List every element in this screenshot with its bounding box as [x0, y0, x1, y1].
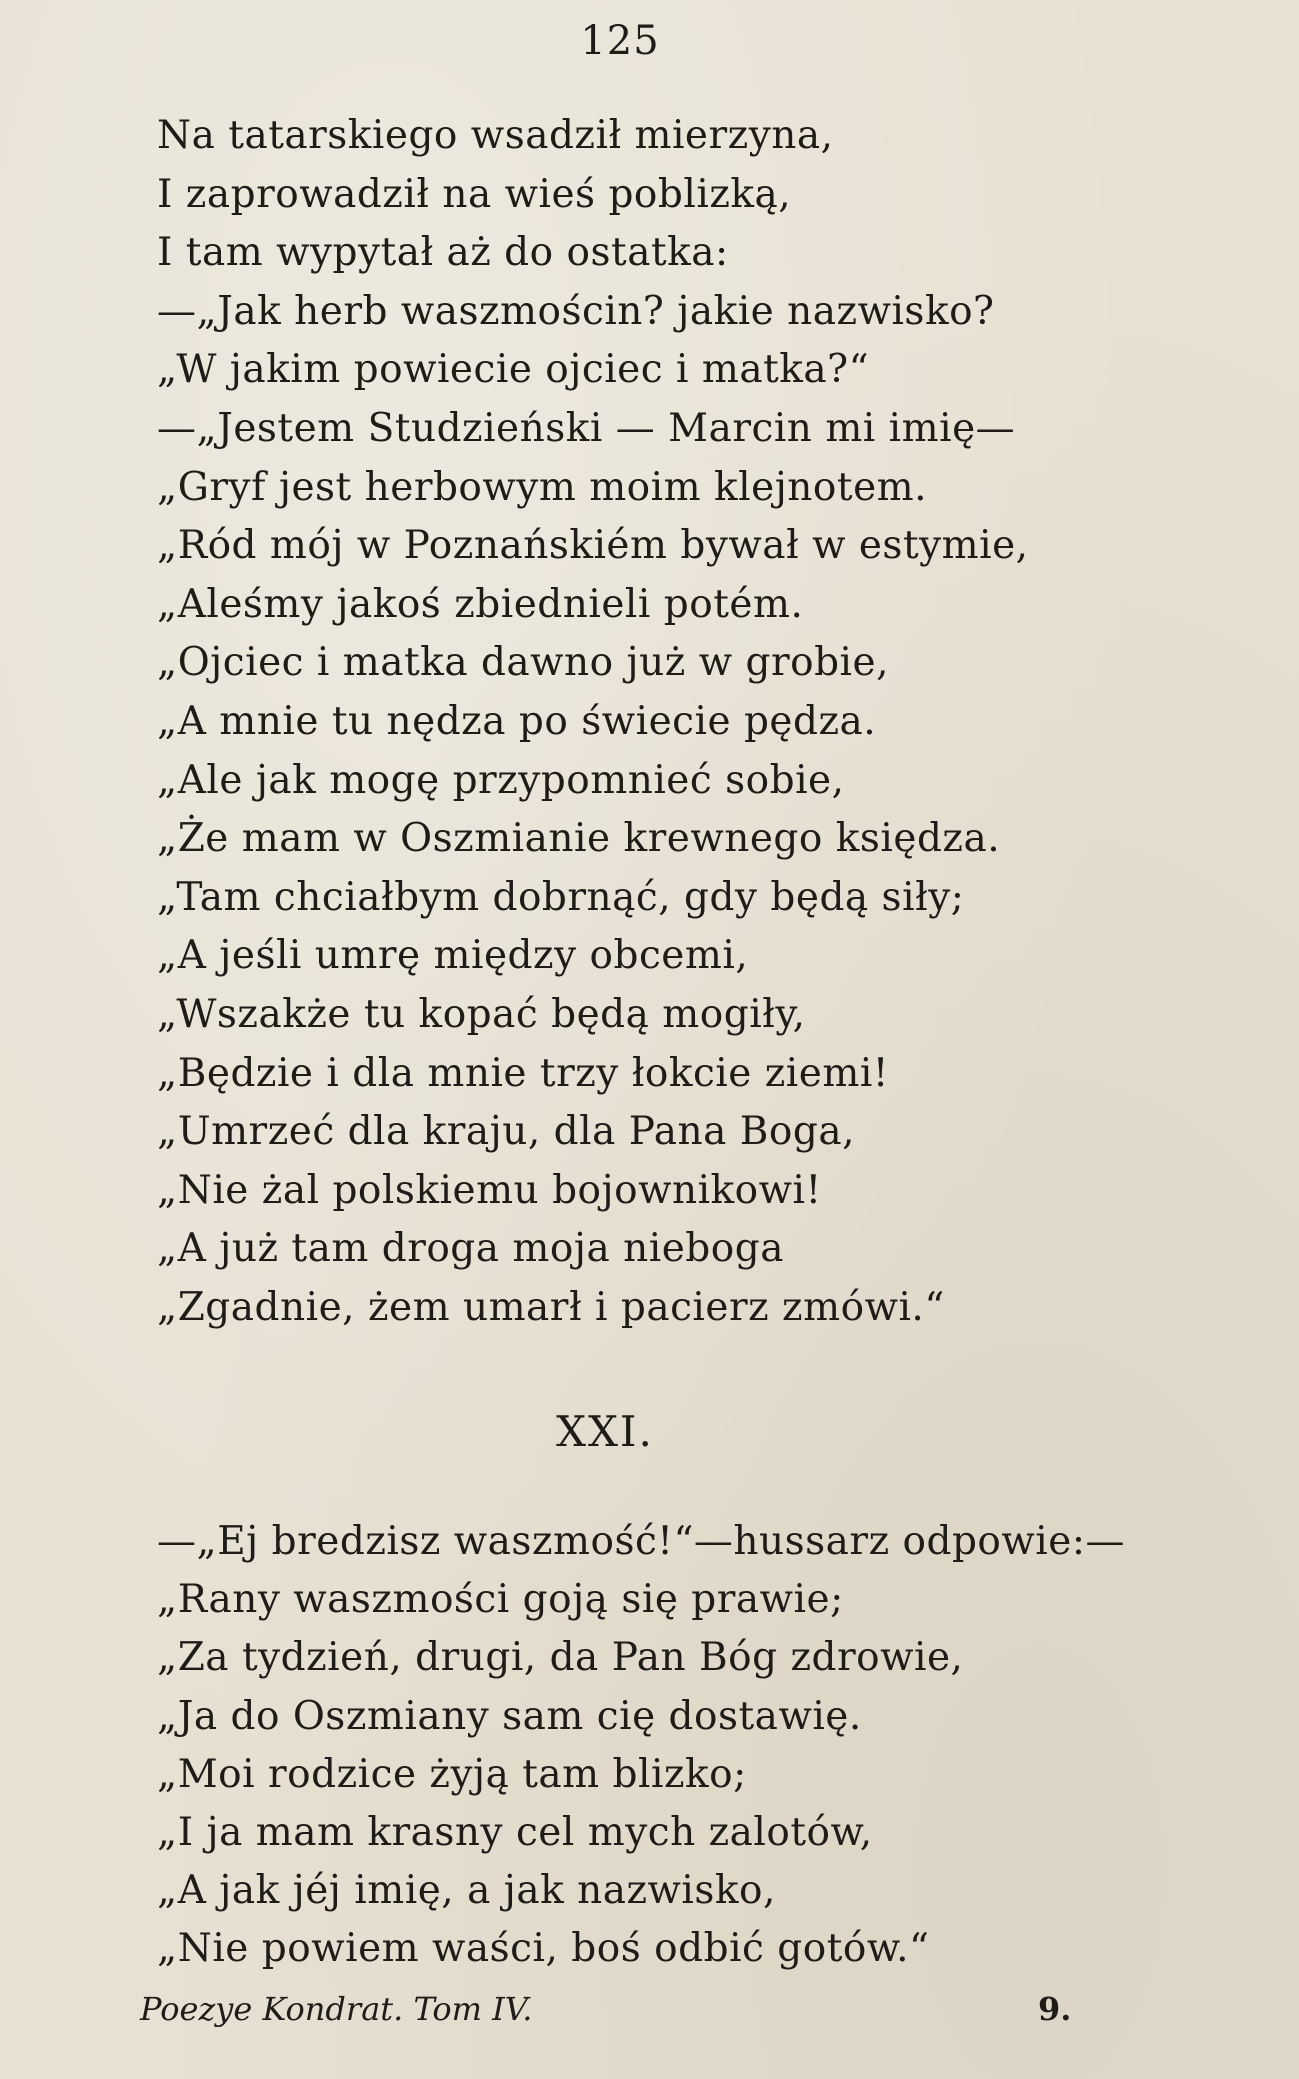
poem-line: „A już tam droga moja nieboga — [157, 1226, 784, 1272]
poem-line: „Rany waszmości goją się prawie; — [157, 1577, 844, 1623]
poem-line: „Będzie i dla mnie trzy łokcie ziemi! — [157, 1050, 889, 1096]
poem-line: „Ojciec i matka dawno już w grobie, — [157, 640, 889, 686]
poem-line: „Za tydzień, drugi, da Pan Bóg zdrowie, — [157, 1635, 964, 1681]
poem-line: „Ale jak mogę przypomnieć sobie, — [157, 757, 845, 803]
poem-line: „Ród mój w Poznańskiém bywał w estymie, — [157, 523, 1029, 569]
poem-line: —„Ej bredzisz waszmość!“—hussarz odpowie:— — [157, 1519, 1125, 1564]
poem-line: „Moi rodzice żyją tam blizko; — [157, 1751, 747, 1797]
poem-line: „Nie powiem waści, boś odbić gotów.“ — [157, 1926, 930, 1972]
footer-signature-mark: 9. — [1038, 1990, 1072, 2028]
poem-line: „Aleśmy jakoś zbiednieli potém. — [157, 581, 804, 627]
poem-line: „Nie żal polskiemu bojownikowi! — [157, 1167, 822, 1213]
poem-stanza-1 — [157, 107, 1029, 1337]
poem-line: „Że mam w Oszmianie krewnego księdza. — [157, 816, 1001, 862]
poem-line: „Tam chciałbym dobrnąć, gdy będą siły; — [157, 874, 965, 920]
poem-line: I tam wypytał aż do ostatka: — [157, 230, 729, 276]
section-heading: XXI. — [556, 1407, 654, 1456]
page-number: 125 — [580, 18, 660, 64]
poem-line: „A jeśli umrę między obcemi, — [157, 933, 749, 979]
poem-line: —„Jestem Studzieński — Marcin mi imię— — [157, 405, 1016, 451]
poem-line: „A mnie tu nędza po świecie pędza. — [157, 698, 877, 744]
poem-stanza-2 — [157, 1513, 1125, 1979]
footer-book-title: Poezye Kondrat. Tom IV. — [140, 1990, 533, 2028]
poem-line: „Gryf jest herbowym moim klejnotem. — [157, 464, 928, 510]
poem-line: „Zgadnie, żem umarł i pacierz zmówi.“ — [157, 1284, 945, 1330]
poem-line: —„Jak herb waszmościn? jakie nazwisko? — [157, 288, 995, 334]
poem-line: „A jak jéj imię, a jak nazwisko, — [157, 1868, 776, 1914]
poem-line: Na tatarskiego wsadził mierzyna, — [157, 113, 834, 158]
poem-line: „I ja mam krasny cel mych zalotów, — [157, 1810, 873, 1856]
poem-line: „W jakim powiecie ojciec i matka?“ — [157, 347, 870, 393]
poem-line: „Wszakże tu kopać będą mogiły, — [157, 991, 806, 1037]
poem-line: „Umrzeć dla kraju, dla Pana Boga, — [157, 1109, 856, 1155]
poem-line: „Ja do Oszmiany sam cię dostawię. — [157, 1693, 862, 1739]
poem-line: I zaprowadził na wieś poblizką, — [157, 171, 792, 217]
